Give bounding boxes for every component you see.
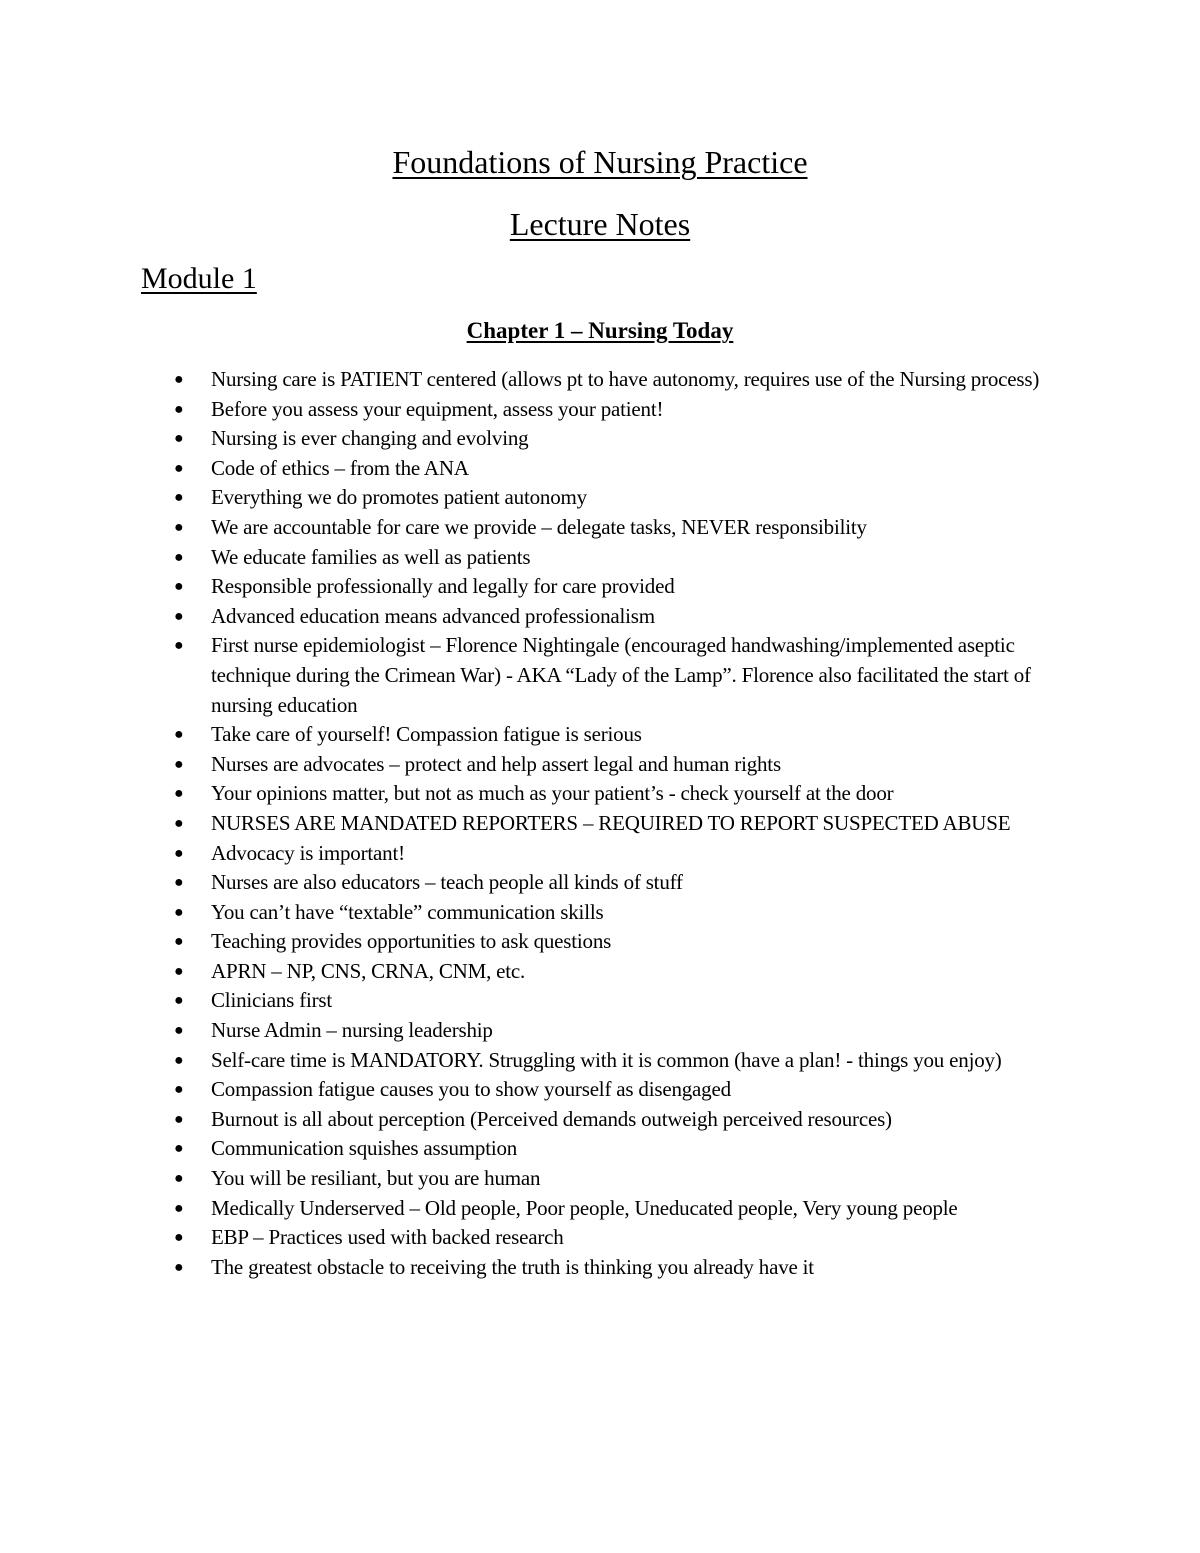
list-item [0,1223,1200,1253]
list-item-text: Take care of yourself! Compassion fatigue is serious [211,722,642,747]
list-item-text: Advanced education means advanced professionalism [211,603,655,628]
list-item [0,424,1200,454]
list-item [0,1105,1200,1135]
list-item [0,1164,1200,1194]
document-subtitle [0,204,1200,244]
bullet-icon: ● [174,1199,184,1217]
bullet-icon: ● [174,962,184,980]
list-item [0,513,1200,543]
list-item-text: Medically Underserved – Old people, Poor people, Uneducated people, Very young people [211,1195,958,1220]
bullet-icon: ● [174,1022,184,1040]
list-item-text: Nurses are advocates – protect and help assert legal and human rights [211,751,781,776]
list-item [0,602,1200,632]
bullet-icon: ● [174,726,184,744]
list-item [0,543,1200,573]
list-item-text: Compassion fatigue causes you to show yourself as disengaged [211,1077,731,1102]
bullet-icon: ● [174,548,184,566]
bullet-icon: ● [174,400,184,418]
list-item-text: Advocacy is important! [211,840,405,865]
list-item [0,957,1200,987]
bullet-icon: ● [174,1229,184,1247]
list-item-text: We are accountable for care we provide – delegate tasks, NEVER responsibility [211,514,867,539]
notes-list [0,365,1200,1282]
bullet-icon: ● [174,1140,184,1158]
list-item [0,1016,1200,1046]
list-item-text: Communication squishes assumption [211,1136,518,1161]
list-item-text: Everything we do promotes patient autonomy [211,485,587,510]
list-item-text: Nurses are also educators – teach people all kinds of stuff [211,870,683,895]
list-item-text: You can’t have “textable” communication skills [211,899,604,924]
document-title [0,142,1200,182]
bullet-icon: ● [174,637,184,655]
bullet-icon: ● [174,459,184,477]
bullet-icon: ● [174,578,184,596]
list-item [0,395,1200,425]
list-item-text: APRN – NP, CNS, CRNA, CNM, etc. [211,958,526,983]
list-item [0,631,1200,720]
bullet-icon: ● [174,1258,184,1276]
bullet-icon: ● [174,1170,184,1188]
bullet-icon: ● [174,844,184,862]
bullet-icon: ● [174,874,184,892]
list-item [0,454,1200,484]
bullet-icon: ● [174,1081,184,1099]
list-item-text: Teaching provides opportunities to ask questions [211,929,612,954]
bullet-icon: ● [174,1051,184,1069]
list-item [0,809,1200,839]
list-item-text: The greatest obstacle to receiving the truth is thinking you already have it [211,1254,814,1279]
list-item-text: First nurse epidemiologist – Florence Nightingale (encouraged handwashing/implemented aseptic technique during the Crimean War) - AKA “Lady of the Lamp”. Florence also facilitated the start of nursing education [211,633,1031,717]
list-item-text: Clinicians first [211,988,333,1013]
list-item [0,1194,1200,1224]
bullet-icon: ● [174,814,184,832]
list-item-text: EBP – Practices used with backed research [211,1225,564,1250]
list-item-text: Nursing is ever changing and evolving [211,426,529,451]
document-subtitle-text: Lecture Notes [509,206,691,242]
bullet-icon: ● [174,1110,184,1128]
list-item-text: Nurse Admin – nursing leadership [211,1018,493,1043]
list-item [0,868,1200,898]
module-heading [141,260,257,298]
document-title-text: Foundations of Nursing Practice [392,144,808,180]
list-item [0,483,1200,513]
list-item-text: We educate families as well as patients [211,544,531,569]
bullet-icon: ● [174,992,184,1010]
module-heading-text: Module 1 [141,262,257,295]
list-item [0,1134,1200,1164]
list-item-text: Burnout is all about perception (Perceived demands outweigh perceived resources) [211,1106,892,1131]
list-item-text: NURSES ARE MANDATED REPORTERS – REQUIRED TO REPORT SUSPECTED ABUSE [211,810,1011,835]
list-item [0,927,1200,957]
list-item-text: Your opinions matter, but not as much as your patient’s - check yourself at the door [211,781,894,806]
chapter-heading [0,316,1200,346]
chapter-heading-text: Chapter 1 – Nursing Today [466,318,734,343]
bullet-icon: ● [174,933,184,951]
list-item [0,779,1200,809]
list-item [0,1075,1200,1105]
bullet-icon: ● [174,903,184,921]
list-item [0,365,1200,395]
list-item-text: Responsible professionally and legally for care provided [211,574,675,599]
list-item-text: You will be resiliant, but you are human [211,1166,541,1191]
list-item-text: Code of ethics – from the ANA [211,455,469,480]
list-item [0,1253,1200,1283]
bullet-icon: ● [174,607,184,625]
bullet-icon: ● [174,430,184,448]
list-item [0,720,1200,750]
list-item [0,986,1200,1016]
bullet-icon: ● [174,489,184,507]
bullet-icon: ● [174,785,184,803]
list-item [0,898,1200,928]
bullet-icon: ● [174,755,184,773]
list-item-text: Before you assess your equipment, assess your patient! [211,396,664,421]
list-item-text: Self-care time is MANDATORY. Struggling with it is common (have a plan! - things you enjoy) [211,1047,1002,1072]
list-item [0,750,1200,780]
bullet-icon: ● [174,518,184,536]
list-item [0,572,1200,602]
list-item [0,1046,1200,1076]
list-item-text: Nursing care is PATIENT centered (allows pt to have autonomy, requires use of the Nursing process) [211,367,1040,391]
list-item [0,839,1200,869]
bullet-icon: ● [174,371,184,388]
